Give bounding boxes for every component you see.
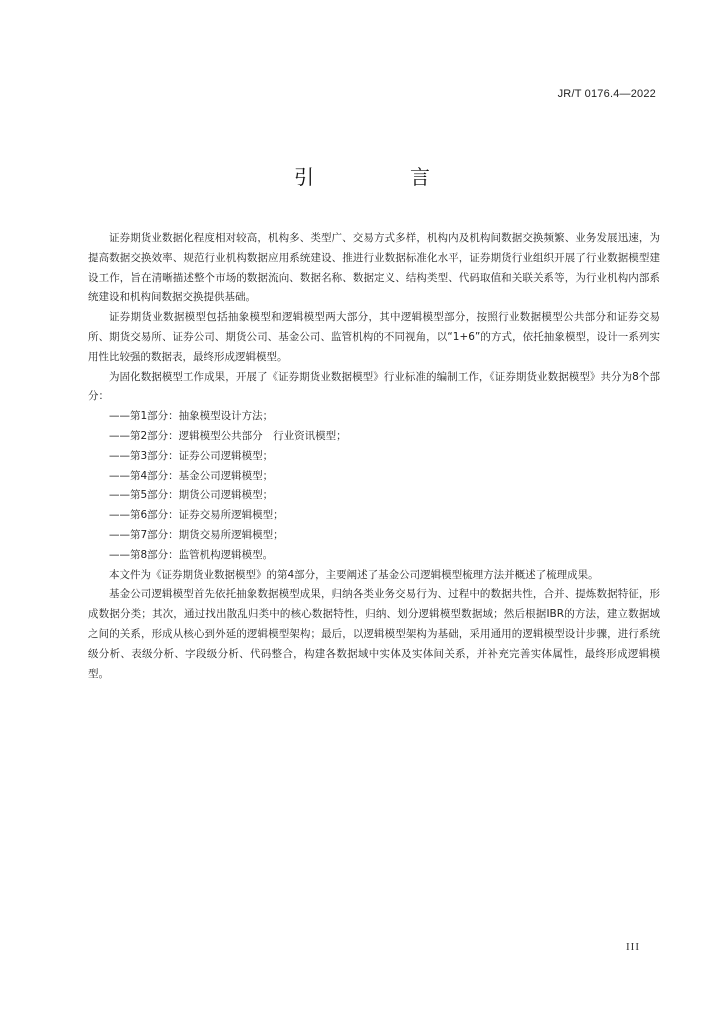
list-item: ——第1部分：抽象模型设计方法；	[109, 410, 274, 423]
page-title: 引 言	[294, 165, 468, 189]
list-item: ——第3部分：证券公司逻辑模型；	[109, 449, 274, 462]
list-item: ——第4部分：基金公司逻辑模型；	[109, 469, 274, 482]
list-item: ——第8部分：监管机构逻辑模型。	[109, 548, 274, 561]
paragraph-background: 证券期货业数据化程度相对较高，机构多、类型广、交易方式多样，机构内及机构间数据交换频繁、业务发展迅速，为提高数据交换效率、规范行业机构数据应用系统建设、推进行业数据标准化水平，证券期货行业组织开展了行业数据模型建设工作，旨在清晰描述整个市场的数据流向、数据名称、数据定义、结构类型、代码取值和关联关系等，为行业机构内部系统建设和机构间数据交换提供基础。	[88, 232, 660, 304]
list-item: ——第2部分：逻辑模型公共部分 行业资讯模型；	[109, 429, 347, 442]
list-item: ——第7部分：期货交易所逻辑模型；	[109, 528, 284, 541]
document-body	[88, 229, 660, 684]
page-number: III	[626, 941, 640, 953]
standard-code: JR/T 0176.4—2022	[557, 88, 656, 100]
paragraph-model-structure: 证券期货业数据模型包括抽象模型和逻辑模型两大部分，其中逻辑模型部分，按照行业数据模型公共部分和证券交易所、期货交易所、证券公司、期货公司、基金公司、监管机构的不同视角，以“1+6”的方式，依托抽象模型，设计一系列实用性比较强的数据表，最终形成逻辑模型。	[88, 311, 660, 363]
paragraph-document-scope: 本文件为《证券期货业数据模型》的第4部分，主要阐述了基金公司逻辑模型梳理方法并概述了梳理成果。	[109, 568, 599, 581]
list-item: ——第5部分：期货公司逻辑模型；	[109, 489, 274, 502]
paragraph-standard-parts-intro: 为固化数据模型工作成果，开展了《证券期货业数据模型》行业标准的编制工作，《证券期货业数据模型》共分为8个部分：	[88, 370, 660, 403]
parts-list	[88, 407, 660, 565]
paragraph-method: 基金公司逻辑模型首先依托抽象数据模型成果，归纳各类业务交易行为、过程中的数据共性，合并、提炼数据特征，形成数据分类；其次，通过找出散乱归类中的核心数据特性，归纳、划分逻辑模型数据域；然后根据IBR的方法，建立数据域之间的关系，形成从核心到外延的逻辑模型架构；最后，以逻辑模型架构为基础，采用通用的逻辑模型设计步骤，进行系统级分析、表级分析、字段级分析、代码整合，构建各数据域中实体及实体间关系，并补充完善实体属性，最终形成逻辑模型。	[88, 588, 660, 680]
list-item: ——第6部分：证券交易所逻辑模型；	[109, 509, 284, 522]
